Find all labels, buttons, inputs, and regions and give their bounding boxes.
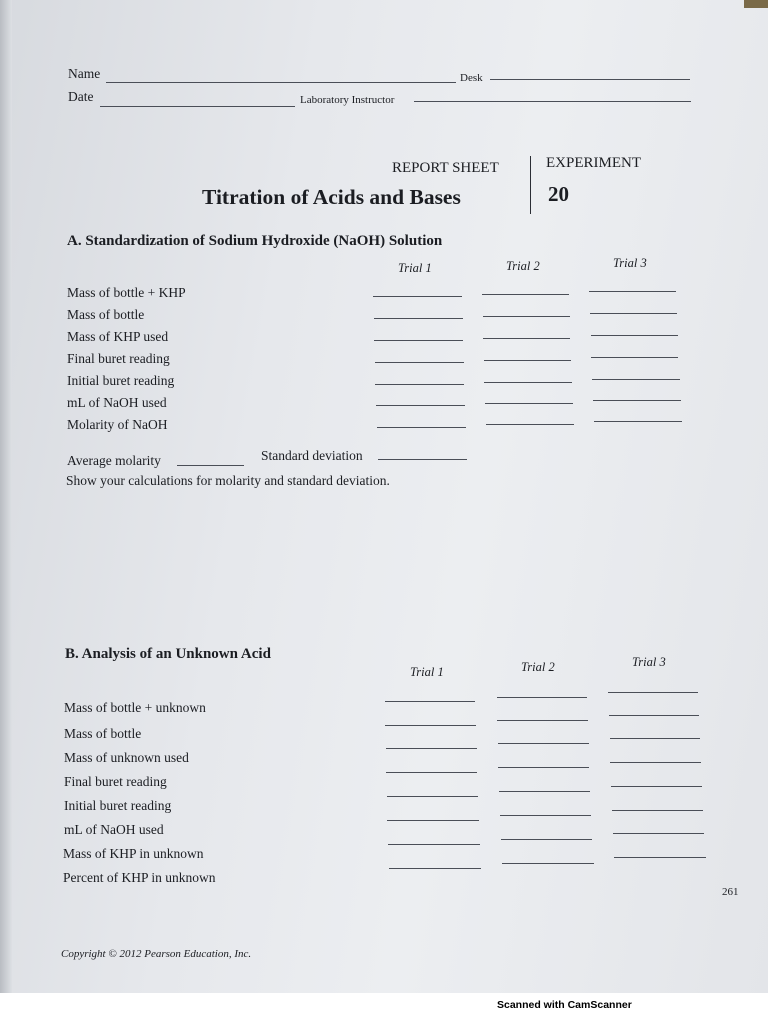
instructor-label: Laboratory Instructor	[300, 94, 395, 106]
section-b-answer-line[interactable]	[502, 863, 594, 864]
section-b-answer-line[interactable]	[614, 857, 706, 858]
section-a-row-label: Mass of bottle	[67, 307, 145, 322]
section-b-row-label: Mass of bottle	[64, 726, 142, 741]
section-b-answer-line[interactable]	[611, 786, 702, 787]
section-a-answer-line[interactable]	[483, 316, 570, 317]
section-a-answer-line[interactable]	[375, 384, 464, 385]
section-a-row-label: Mass of bottle + KHP	[67, 285, 186, 300]
section-a-answer-line[interactable]	[590, 313, 677, 314]
name-label: Name	[68, 66, 101, 81]
section-a-answer-line[interactable]	[373, 296, 462, 297]
section-a-answer-line[interactable]	[376, 405, 465, 406]
section-b-answer-line[interactable]	[497, 720, 588, 721]
desk-field-line[interactable]	[490, 79, 690, 80]
section-a-trial-2-header: Trial 2	[506, 259, 540, 273]
section-b-answer-line[interactable]	[389, 868, 481, 869]
section-b-answer-line[interactable]	[387, 820, 479, 821]
section-b-answer-line[interactable]	[385, 701, 475, 702]
section-a-row-label: Initial buret reading	[67, 373, 175, 388]
section-b-row-label: Percent of KHP in unknown	[63, 870, 216, 885]
average-molarity-label: Average molarity	[67, 453, 161, 468]
scanner-watermark: Scanned with CamScanner	[497, 999, 632, 1011]
section-a-answer-line[interactable]	[375, 362, 464, 363]
section-a-row-label: mL of NaOH used	[67, 395, 167, 410]
date-field-line[interactable]	[100, 106, 295, 107]
page-title: Titration of Acids and Bases	[202, 185, 461, 209]
section-b-answer-line[interactable]	[387, 796, 478, 797]
standard-deviation-line[interactable]	[378, 459, 467, 460]
section-a-answer-line[interactable]	[484, 382, 572, 383]
page-number: 261	[722, 886, 739, 898]
section-b-answer-line[interactable]	[608, 692, 698, 693]
section-a-answer-line[interactable]	[485, 403, 573, 404]
section-a-answer-line[interactable]	[593, 400, 681, 401]
section-b-answer-line[interactable]	[499, 791, 590, 792]
section-b-answer-line[interactable]	[385, 725, 476, 726]
instructor-field-line[interactable]	[414, 101, 691, 102]
page-corner	[744, 0, 768, 8]
section-b-row-label: Mass of unknown used	[64, 750, 189, 765]
section-a-trial-3-header: Trial 3	[613, 256, 647, 270]
section-a-answer-line[interactable]	[377, 427, 466, 428]
section-a-heading: A. Standardization of Sodium Hydroxide (NaOH) Solution	[67, 233, 443, 249]
section-b-row-label: mL of NaOH used	[64, 822, 164, 837]
section-b-answer-line[interactable]	[613, 833, 704, 834]
section-b-trial-2-header: Trial 2	[521, 660, 555, 674]
section-a-answer-line[interactable]	[483, 338, 570, 339]
section-a-answer-line[interactable]	[486, 424, 574, 425]
section-a-answer-line[interactable]	[592, 379, 680, 380]
section-a-answer-line[interactable]	[374, 340, 463, 341]
section-b-trial-3-header: Trial 3	[632, 655, 666, 669]
section-b-answer-line[interactable]	[500, 815, 591, 816]
calculations-instructions: Show your calculations for molarity and standard deviation.	[66, 473, 390, 488]
report-sheet-label: REPORT SHEET	[392, 160, 499, 176]
copyright-notice: Copyright © 2012 Pearson Education, Inc.	[61, 948, 252, 960]
section-b-answer-line[interactable]	[498, 743, 589, 744]
experiment-number: 20	[548, 182, 569, 206]
page-edge-shadow	[0, 0, 12, 993]
section-a-row-label: Mass of KHP used	[67, 329, 169, 344]
section-b-answer-line[interactable]	[386, 748, 477, 749]
section-b-answer-line[interactable]	[497, 697, 587, 698]
standard-deviation-label: Standard deviation	[261, 448, 363, 463]
section-b-answer-line[interactable]	[609, 715, 699, 716]
section-a-answer-line[interactable]	[374, 318, 463, 319]
section-a-trial-1-header: Trial 1	[398, 261, 432, 275]
section-a-answer-line[interactable]	[591, 335, 678, 336]
section-b-answer-line[interactable]	[498, 767, 589, 768]
section-a-answer-line[interactable]	[482, 294, 569, 295]
section-b-answer-line[interactable]	[610, 738, 700, 739]
section-a-row-label: Molarity of NaOH	[67, 417, 168, 432]
experiment-label: EXPERIMENT	[546, 155, 641, 171]
section-a-answer-line[interactable]	[589, 291, 676, 292]
section-b-answer-line[interactable]	[501, 839, 592, 840]
title-divider	[530, 156, 531, 214]
section-b-row-label: Mass of KHP in unknown	[63, 846, 204, 861]
section-a-answer-line[interactable]	[594, 421, 682, 422]
section-a-answer-line[interactable]	[591, 357, 678, 358]
section-a-row-label: Final buret reading	[67, 351, 170, 366]
section-b-answer-line[interactable]	[612, 810, 703, 811]
section-a-answer-line[interactable]	[484, 360, 571, 361]
date-label: Date	[68, 89, 94, 104]
section-b-row-label: Mass of bottle + unknown	[64, 700, 206, 715]
section-b-heading: B. Analysis of an Unknown Acid	[65, 646, 271, 662]
desk-label: Desk	[460, 72, 483, 84]
section-b-row-label: Initial buret reading	[64, 798, 172, 813]
section-b-trial-1-header: Trial 1	[410, 665, 444, 679]
section-b-answer-line[interactable]	[610, 762, 701, 763]
name-field-line[interactable]	[106, 82, 456, 83]
average-molarity-line[interactable]	[177, 465, 244, 466]
section-b-row-label: Final buret reading	[64, 774, 167, 789]
section-b-answer-line[interactable]	[386, 772, 477, 773]
section-b-answer-line[interactable]	[388, 844, 480, 845]
